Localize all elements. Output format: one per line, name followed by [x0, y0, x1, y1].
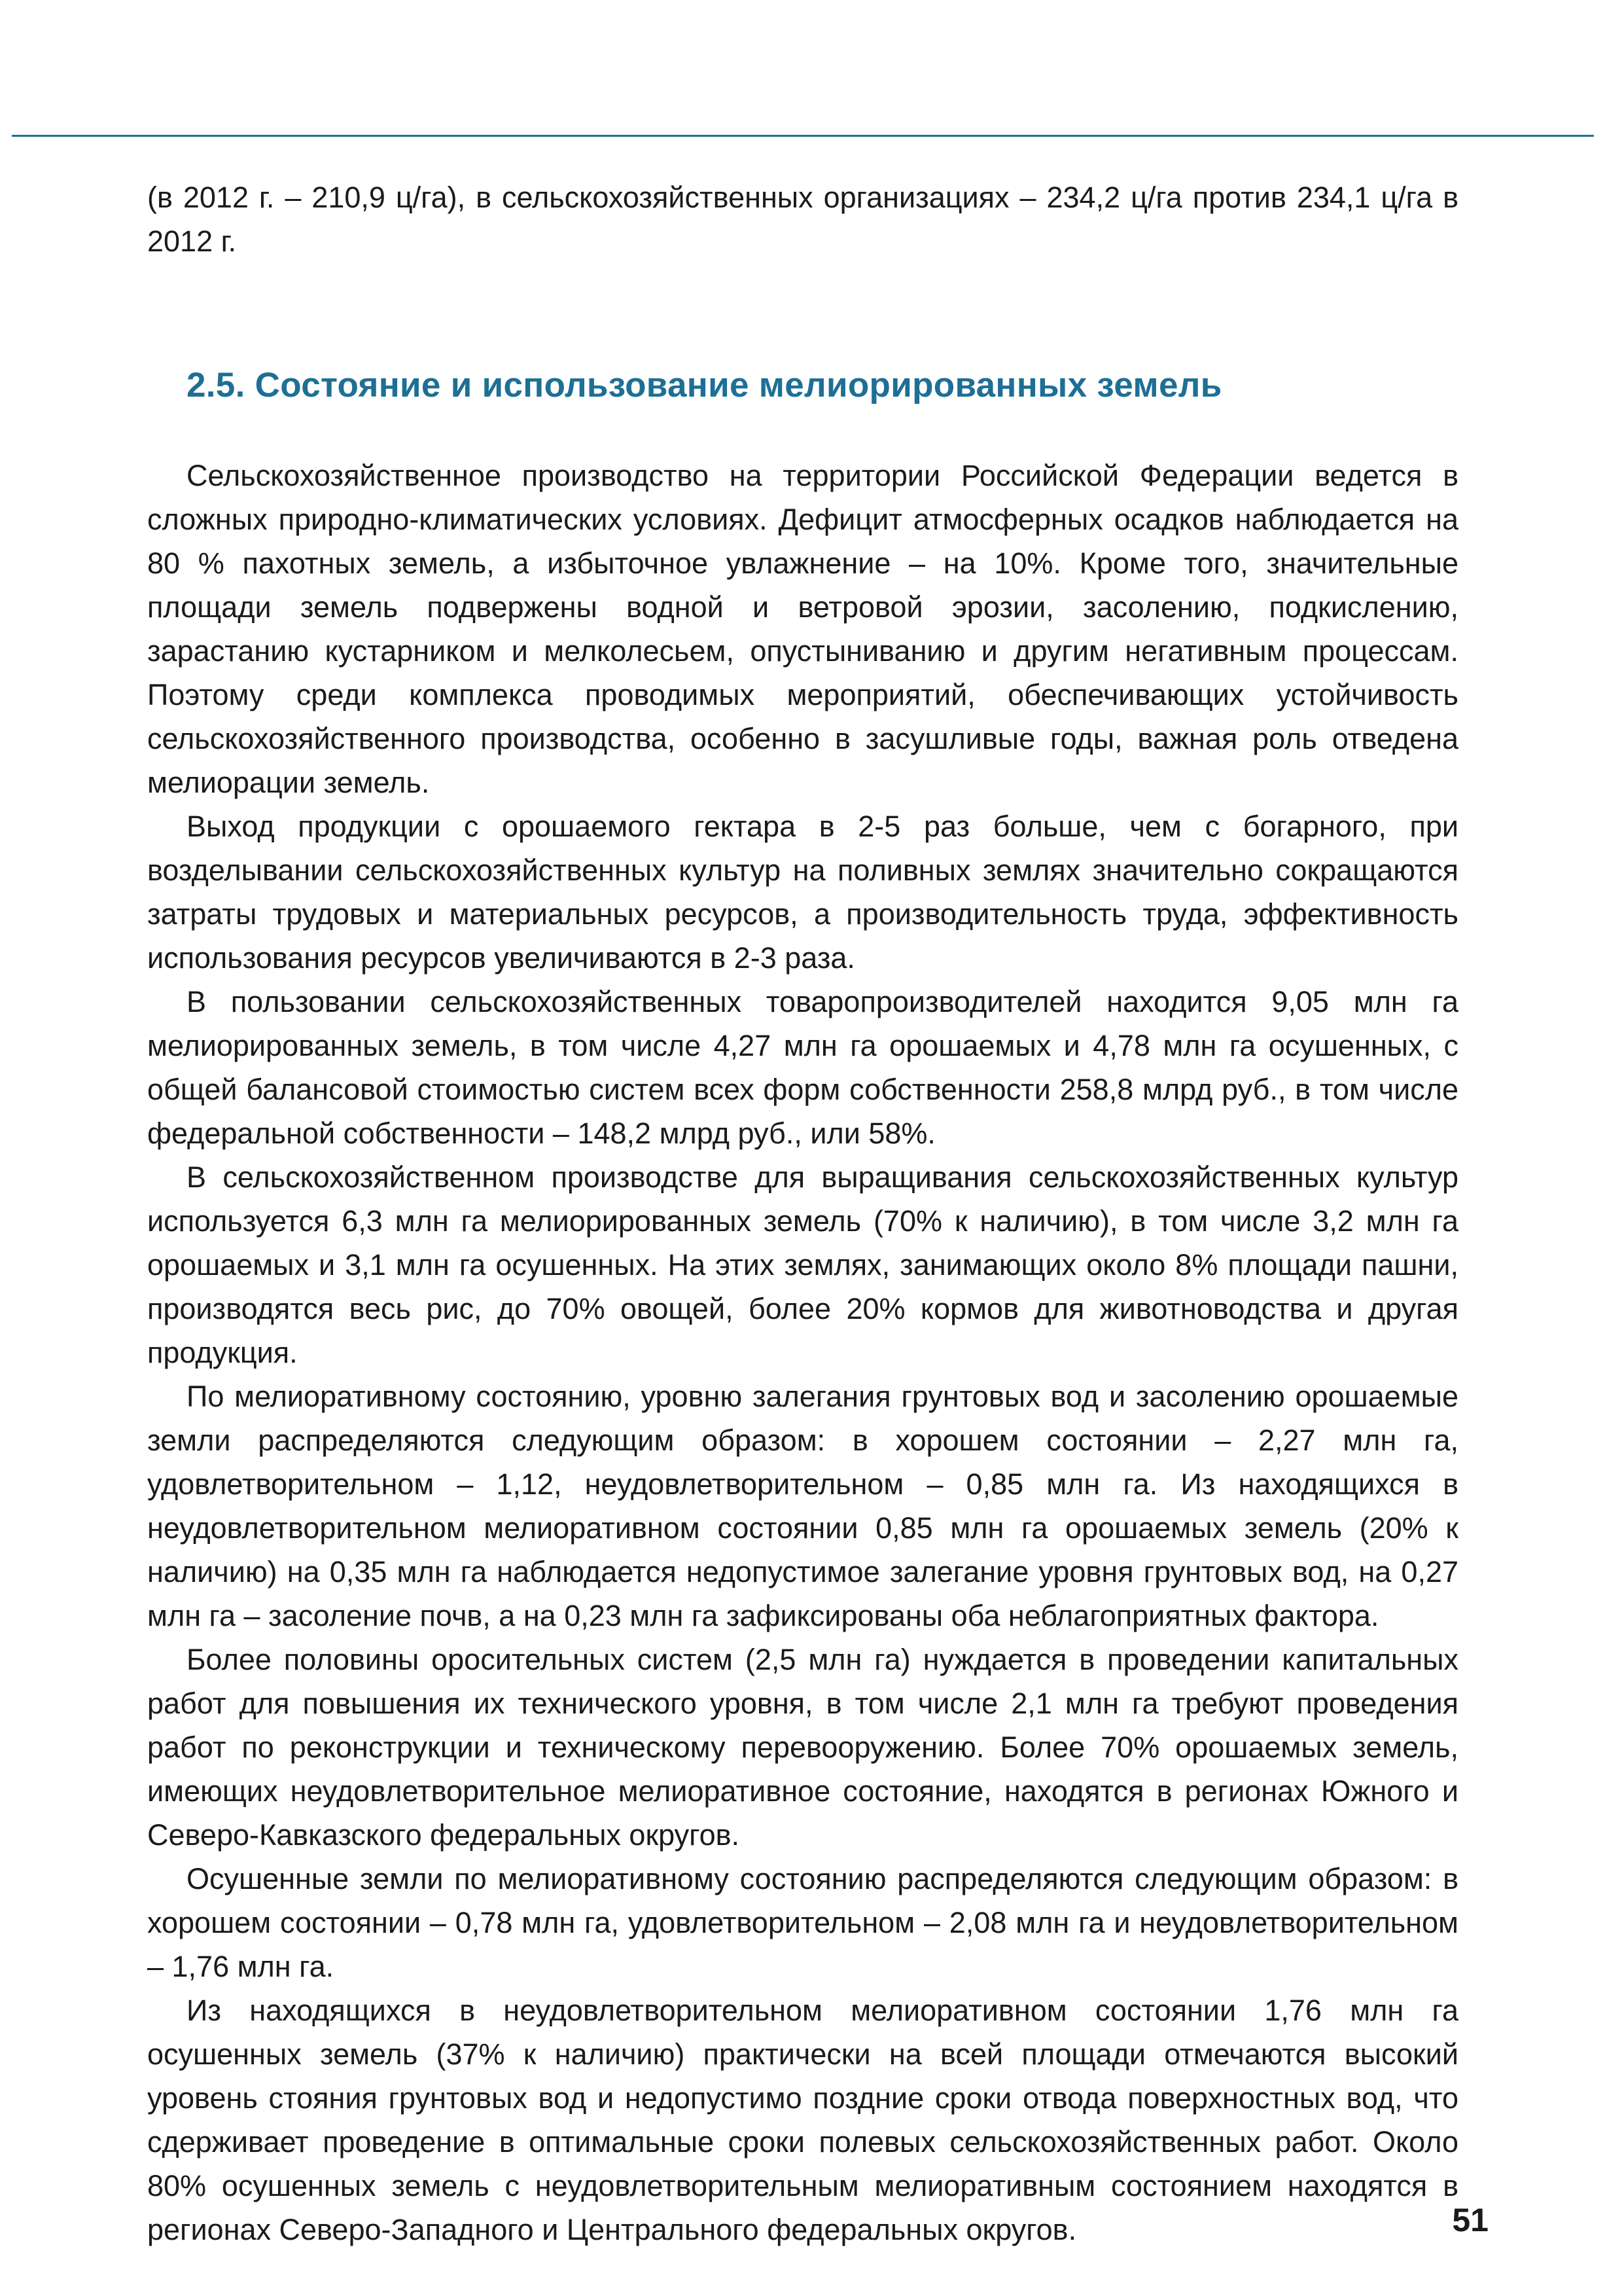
paragraph-irrigation-systems: Более половины оросительных систем (2,5 млн га) нуждается в проведении капитальных работ для повышения их технического уровня, в том числе 2,1 млн га требуют проведения работ по реконструкции и техническому перевооружению. Более 70% орошаемых земель, имеющих неудовлетворительное мелиоративное состояние, находятся в регионах Южного и Северо-Кавказского федеральных округов.	[147, 1643, 1458, 1852]
paragraph-irrigation-output: Выход продукции с орошаемого гектара в 2-5 раз больше, чем с богарного, при возделывании сельскохозяйственных культур на поливных землях значительно сокращаются затраты трудовых и материальных ресурсов, а производительность труда, эффективность использования ресурсов увеличиваются в 2-3 раза.	[147, 810, 1458, 975]
paragraph-conditions: Сельскохозяйственное производство на территории Российской Федерации ведется в сложных природно-климатических условиях. Дефицит атмосферных осадков наблюдается на 80 % пахотных земель, а избыточное увлажнение – на 10%. Кроме того, значительные площади земель подвержены водной и ветровой эрозии, засолению, подкислению, зарастанию кустарником и мелколесьем, опустыниванию и другим негативным процессам. Поэтому среди комплекса проводимых мероприятий, обеспечивающих устойчивость сельскохозяйственного производства, особенно в засушливые годы, важная роль отведена мелиорации земель.	[147, 459, 1458, 799]
paragraph-reclaimed-land-stock: В пользовании сельскохозяйственных товаропроизводителей находится 9,05 млн га мелиорированных земель, в том числе 4,27 млн га орошаемых и 4,78 млн га осушенных, с общей балансовой стоимостью систем всех форм собственности 258,8 млрд руб., в том числе федеральной собственности – 148,2 млрд руб., или 58%.	[147, 985, 1458, 1150]
paragraph-drained-condition: Осушенные земли по мелиоративному состоянию распределяются следующим образом: в хорошем состоянии – 0,78 млн га, удовлетворительном – 2,08 млн га и неудовлетворительном – 1,76 млн га.	[147, 1862, 1458, 1983]
lead-paragraph: (в 2012 г. – 210,9 ц/га), в сельскохозяйственных организациях – 234,2 ц/га против 234,1 ц/га в 2012 г.	[147, 181, 1458, 258]
section-title: Состояние и использование мелиорированных земель	[255, 366, 1222, 404]
section-number: 2.5.	[186, 366, 245, 404]
paragraph-irrigated-condition: По мелиоративному состоянию, уровню залегания грунтовых вод и засолению орошаемые земли распределяются следующим образом: в хорошем состоянии – 2,27 млн га, удовлетворительном – 1,12, неудовлетворительном – 0,85 млн га. Из находящихся в неудовлетворительном мелиоративном состоянии 0,85 млн га орошаемых земель (20% к наличию) на 0,35 млн га наблюдается недопустимое залегание уровня грунтовых вод, на 0,27 млн га – засоление почв, а на 0,23 млн га зафиксированы оба неблагоприятных фактора.	[147, 1380, 1458, 1632]
section-heading	[186, 363, 1458, 408]
paragraph-drained-unsatisfactory: Из находящихся в неудовлетворительном мелиоративном состоянии 1,76 млн га осушенных земель (37% к наличию) практически на всей площади отмечаются высокий уровень стояния грунтовых вод и недопустимо поздние сроки отвода поверхностных вод, что сдерживает проведение в оптимальные сроки полевых сельскохозяйственных работ. Около 80% осушенных земель с неудовлетворительным мелиоративным состоянием находятся в регионах Северо-Западного и Центрального федеральных округов.	[147, 1994, 1458, 2246]
header-rule	[12, 135, 1594, 137]
page-body	[147, 175, 1458, 2251]
page-number: 51	[1452, 2202, 1489, 2238]
paragraph-land-usage: В сельскохозяйственном производстве для выращивания сельскохозяйственных культур используется 6,3 млн га мелиорированных земель (70% к наличию), в том числе 3,2 млн га орошаемых и 3,1 млн га осушенных. На этих землях, занимающих около 8% площади пашни, производятся весь рис, до 70% овощей, более 20% кормов для животноводства и другая продукция.	[147, 1160, 1458, 1369]
